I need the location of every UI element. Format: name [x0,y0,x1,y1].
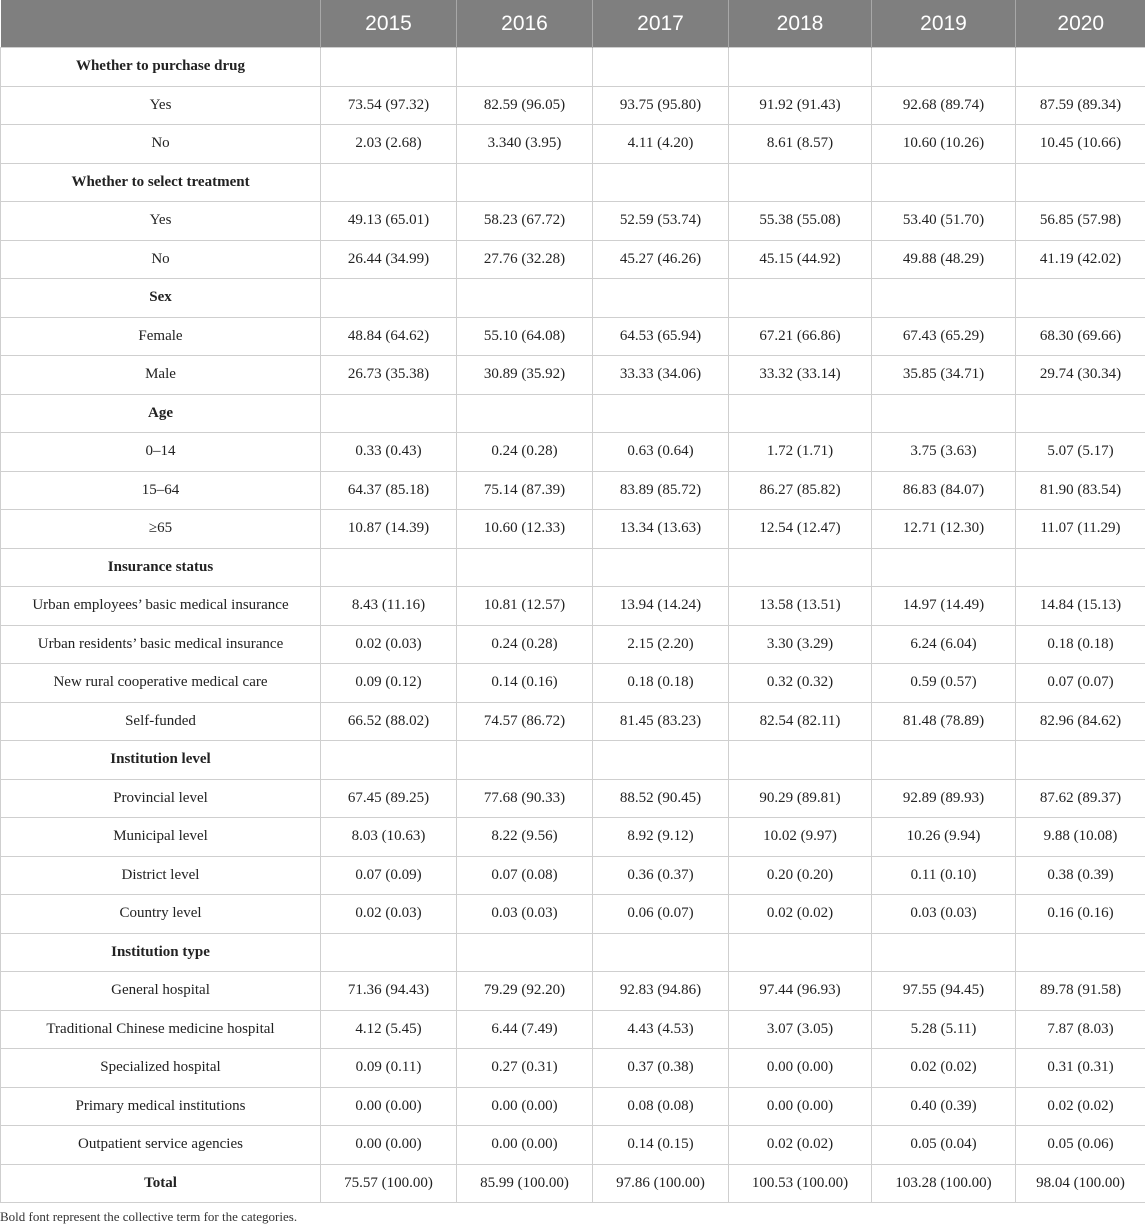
value-cell [321,741,457,780]
value-cell: 87.62 (89.37) [1016,779,1145,818]
value-cell: 30.89 (35.92) [457,356,593,395]
value-cell: 67.43 (65.29) [872,317,1016,356]
category-label: Sex [1,279,321,318]
value-cell: 73.54 (97.32) [321,86,457,125]
value-cell [729,163,872,202]
row-label: 15–64 [1,471,321,510]
value-cell: 87.59 (89.34) [1016,86,1145,125]
value-cell: 0.33 (0.43) [321,433,457,472]
row-label: Urban residents’ basic medical insurance [1,625,321,664]
value-cell [872,48,1016,87]
value-cell: 49.88 (48.29) [872,240,1016,279]
row-label: No [1,240,321,279]
value-cell: 12.71 (12.30) [872,510,1016,549]
value-cell: 0.02 (0.03) [321,625,457,664]
value-cell: 26.73 (35.38) [321,356,457,395]
value-cell: 66.52 (88.02) [321,702,457,741]
value-cell: 0.40 (0.39) [872,1087,1016,1126]
value-cell [1016,548,1145,587]
table-row [1,818,1145,857]
value-cell: 6.24 (6.04) [872,625,1016,664]
value-cell: 100.53 (100.00) [729,1164,872,1203]
row-label: Traditional Chinese medicine hospital [1,1010,321,1049]
header-year-cell: 2015 [321,0,457,48]
value-cell: 27.76 (32.28) [457,240,593,279]
table-row [1,1049,1145,1088]
table-row [1,1087,1145,1126]
value-cell: 0.02 (0.02) [872,1049,1016,1088]
value-cell [321,933,457,972]
value-cell: 8.92 (9.12) [593,818,729,857]
value-cell [321,394,457,433]
value-cell [729,548,872,587]
value-cell: 8.61 (8.57) [729,125,872,164]
value-cell [1016,279,1145,318]
category-label: Age [1,394,321,433]
value-cell: 77.68 (90.33) [457,779,593,818]
table-row [1,86,1145,125]
value-cell: 5.28 (5.11) [872,1010,1016,1049]
category-label: Whether to purchase drug [1,48,321,87]
value-cell: 0.03 (0.03) [872,895,1016,934]
value-cell [457,741,593,780]
value-cell: 0.63 (0.64) [593,433,729,472]
value-cell: 13.58 (13.51) [729,587,872,626]
table-row [1,664,1145,703]
value-cell: 91.92 (91.43) [729,86,872,125]
value-cell: 0.36 (0.37) [593,856,729,895]
value-cell: 14.84 (15.13) [1016,587,1145,626]
value-cell: 97.86 (100.00) [593,1164,729,1203]
row-label: Provincial level [1,779,321,818]
row-label: Municipal level [1,818,321,857]
row-label: Primary medical institutions [1,1087,321,1126]
value-cell: 81.90 (83.54) [1016,471,1145,510]
row-label: Self-funded [1,702,321,741]
table-row [1,240,1145,279]
table-footnote: Bold font represent the collective term for the categories. [0,1209,298,1224]
value-cell: 3.30 (3.29) [729,625,872,664]
row-label: Outpatient service agencies [1,1126,321,1165]
value-cell: 0.00 (0.00) [729,1087,872,1126]
value-cell: 9.88 (10.08) [1016,818,1145,857]
value-cell: 3.340 (3.95) [457,125,593,164]
value-cell: 0.24 (0.28) [457,625,593,664]
value-cell [593,741,729,780]
value-cell: 53.40 (51.70) [872,202,1016,241]
value-cell: 0.18 (0.18) [593,664,729,703]
row-label: Urban employees’ basic medical insurance [1,587,321,626]
value-cell: 58.23 (67.72) [457,202,593,241]
header-row [1,0,1145,48]
value-cell: 0.07 (0.08) [457,856,593,895]
value-cell: 6.44 (7.49) [457,1010,593,1049]
row-label: ≥65 [1,510,321,549]
value-cell: 45.27 (46.26) [593,240,729,279]
table-row [1,510,1145,549]
value-cell: 0.02 (0.02) [729,1126,872,1165]
row-label: New rural cooperative medical care [1,664,321,703]
value-cell: 0.16 (0.16) [1016,895,1145,934]
row-label: No [1,125,321,164]
value-cell: 8.43 (11.16) [321,587,457,626]
row-label: District level [1,856,321,895]
value-cell: 83.89 (85.72) [593,471,729,510]
table-row [1,587,1145,626]
value-cell [321,48,457,87]
value-cell: 103.28 (100.00) [872,1164,1016,1203]
value-cell: 93.75 (95.80) [593,86,729,125]
value-cell: 55.38 (55.08) [729,202,872,241]
value-cell: 10.87 (14.39) [321,510,457,549]
value-cell: 89.78 (91.58) [1016,972,1145,1011]
value-cell [872,394,1016,433]
value-cell: 48.84 (64.62) [321,317,457,356]
value-cell: 1.72 (1.71) [729,433,872,472]
value-cell [872,741,1016,780]
value-cell: 29.74 (30.34) [1016,356,1145,395]
value-cell: 82.54 (82.11) [729,702,872,741]
value-cell: 0.08 (0.08) [593,1087,729,1126]
value-cell: 7.87 (8.03) [1016,1010,1145,1049]
table-row [1,1126,1145,1165]
value-cell [457,933,593,972]
row-label: 0–14 [1,433,321,472]
value-cell [457,548,593,587]
value-cell: 3.07 (3.05) [729,1010,872,1049]
table-row [1,433,1145,472]
value-cell: 49.13 (65.01) [321,202,457,241]
category-label: Institution level [1,741,321,780]
value-cell: 8.22 (9.56) [457,818,593,857]
category-row [1,163,1145,202]
value-cell: 33.33 (34.06) [593,356,729,395]
category-row [1,279,1145,318]
value-cell [729,48,872,87]
value-cell: 8.03 (10.63) [321,818,457,857]
value-cell: 0.20 (0.20) [729,856,872,895]
value-cell: 0.59 (0.57) [872,664,1016,703]
value-cell: 75.14 (87.39) [457,471,593,510]
row-label: Female [1,317,321,356]
table-row [1,856,1145,895]
value-cell: 0.03 (0.03) [457,895,593,934]
value-cell [321,163,457,202]
value-cell: 74.57 (86.72) [457,702,593,741]
value-cell [1016,48,1145,87]
header-year-cell: 2020 [1016,0,1145,48]
table-body [1,48,1145,1203]
value-cell: 75.57 (100.00) [321,1164,457,1203]
value-cell: 41.19 (42.02) [1016,240,1145,279]
value-cell [457,48,593,87]
value-cell [593,933,729,972]
value-cell: 0.27 (0.31) [457,1049,593,1088]
value-cell: 81.45 (83.23) [593,702,729,741]
value-cell: 10.45 (10.66) [1016,125,1145,164]
value-cell [321,548,457,587]
value-cell: 10.60 (10.26) [872,125,1016,164]
row-label: Yes [1,202,321,241]
value-cell: 4.43 (4.53) [593,1010,729,1049]
value-cell: 92.68 (89.74) [872,86,1016,125]
value-cell: 35.85 (34.71) [872,356,1016,395]
value-cell: 0.05 (0.06) [1016,1126,1145,1165]
value-cell [1016,933,1145,972]
value-cell: 97.55 (94.45) [872,972,1016,1011]
value-cell: 0.14 (0.16) [457,664,593,703]
value-cell [729,279,872,318]
value-cell: 0.32 (0.32) [729,664,872,703]
row-label: Country level [1,895,321,934]
row-label: Male [1,356,321,395]
value-cell: 4.12 (5.45) [321,1010,457,1049]
value-cell: 13.34 (13.63) [593,510,729,549]
value-cell: 92.83 (94.86) [593,972,729,1011]
category-row [1,48,1145,87]
value-cell: 64.37 (85.18) [321,471,457,510]
value-cell: 0.24 (0.28) [457,433,593,472]
value-cell: 0.31 (0.31) [1016,1049,1145,1088]
value-cell: 0.06 (0.07) [593,895,729,934]
value-cell [593,48,729,87]
value-cell: 11.07 (11.29) [1016,510,1145,549]
table-row [1,356,1145,395]
value-cell: 68.30 (69.66) [1016,317,1145,356]
value-cell: 0.00 (0.00) [321,1087,457,1126]
value-cell: 0.05 (0.04) [872,1126,1016,1165]
value-cell: 0.07 (0.09) [321,856,457,895]
table-row [1,471,1145,510]
header-year-cell: 2016 [457,0,593,48]
value-cell: 26.44 (34.99) [321,240,457,279]
header-year-cell: 2017 [593,0,729,48]
value-cell: 10.81 (12.57) [457,587,593,626]
value-cell [729,394,872,433]
value-cell: 92.89 (89.93) [872,779,1016,818]
value-cell: 81.48 (78.89) [872,702,1016,741]
category-label: Institution type [1,933,321,972]
value-cell [729,741,872,780]
value-cell: 33.32 (33.14) [729,356,872,395]
category-row [1,933,1145,972]
value-cell: 3.75 (3.63) [872,433,1016,472]
value-cell: 0.00 (0.00) [321,1126,457,1165]
value-cell: 10.02 (9.97) [729,818,872,857]
row-label: General hospital [1,972,321,1011]
row-label: Specialized hospital [1,1049,321,1088]
value-cell [1016,163,1145,202]
value-cell: 4.11 (4.20) [593,125,729,164]
header-year-cell: 2018 [729,0,872,48]
value-cell [593,163,729,202]
value-cell: 2.15 (2.20) [593,625,729,664]
header-year-cell: 2019 [872,0,1016,48]
value-cell: 82.59 (96.05) [457,86,593,125]
category-row [1,548,1145,587]
category-row [1,394,1145,433]
value-cell: 0.09 (0.12) [321,664,457,703]
value-cell: 0.18 (0.18) [1016,625,1145,664]
value-cell: 88.52 (90.45) [593,779,729,818]
value-cell: 67.45 (89.25) [321,779,457,818]
table-row [1,125,1145,164]
value-cell: 0.02 (0.03) [321,895,457,934]
value-cell: 0.00 (0.00) [457,1126,593,1165]
value-cell: 82.96 (84.62) [1016,702,1145,741]
table-row [1,972,1145,1011]
value-cell: 13.94 (14.24) [593,587,729,626]
value-cell [729,933,872,972]
value-cell: 0.37 (0.38) [593,1049,729,1088]
table-row [1,895,1145,934]
value-cell: 97.44 (96.93) [729,972,872,1011]
value-cell: 0.02 (0.02) [729,895,872,934]
table-row [1,317,1145,356]
value-cell [593,394,729,433]
value-cell [321,279,457,318]
value-cell: 56.85 (57.98) [1016,202,1145,241]
value-cell: 71.36 (94.43) [321,972,457,1011]
value-cell: 90.29 (89.81) [729,779,872,818]
value-cell: 52.59 (53.74) [593,202,729,241]
category-label: Insurance status [1,548,321,587]
value-cell: 67.21 (66.86) [729,317,872,356]
value-cell [457,163,593,202]
value-cell: 98.04 (100.00) [1016,1164,1145,1203]
category-label: Whether to select treatment [1,163,321,202]
value-cell: 55.10 (64.08) [457,317,593,356]
value-cell: 0.09 (0.11) [321,1049,457,1088]
value-cell: 0.02 (0.02) [1016,1087,1145,1126]
value-cell [1016,394,1145,433]
value-cell: 0.00 (0.00) [729,1049,872,1088]
value-cell [872,163,1016,202]
value-cell: 45.15 (44.92) [729,240,872,279]
table-row [1,1010,1145,1049]
value-cell: 5.07 (5.17) [1016,433,1145,472]
table-header [1,0,1145,48]
category-row [1,741,1145,780]
value-cell [1016,741,1145,780]
value-cell: 10.60 (12.33) [457,510,593,549]
table-row [1,702,1145,741]
value-cell: 64.53 (65.94) [593,317,729,356]
value-cell: 0.11 (0.10) [872,856,1016,895]
value-cell: 0.00 (0.00) [457,1087,593,1126]
table-row [1,625,1145,664]
value-cell: 0.38 (0.39) [1016,856,1145,895]
value-cell [872,548,1016,587]
value-cell: 12.54 (12.47) [729,510,872,549]
value-cell [457,279,593,318]
value-cell [872,933,1016,972]
row-label: Yes [1,86,321,125]
header-corner-cell [1,0,321,48]
value-cell [872,279,1016,318]
value-cell: 2.03 (2.68) [321,125,457,164]
value-cell: 14.97 (14.49) [872,587,1016,626]
table-row [1,779,1145,818]
value-cell [593,548,729,587]
table-row [1,202,1145,241]
value-cell: 85.99 (100.00) [457,1164,593,1203]
total-row [1,1164,1145,1203]
value-cell: 10.26 (9.94) [872,818,1016,857]
value-cell: 0.07 (0.07) [1016,664,1145,703]
value-cell [457,394,593,433]
row-label: Total [1,1164,321,1203]
value-cell: 79.29 (92.20) [457,972,593,1011]
value-cell: 86.27 (85.82) [729,471,872,510]
value-cell: 0.14 (0.15) [593,1126,729,1165]
value-cell: 86.83 (84.07) [872,471,1016,510]
value-cell [593,279,729,318]
